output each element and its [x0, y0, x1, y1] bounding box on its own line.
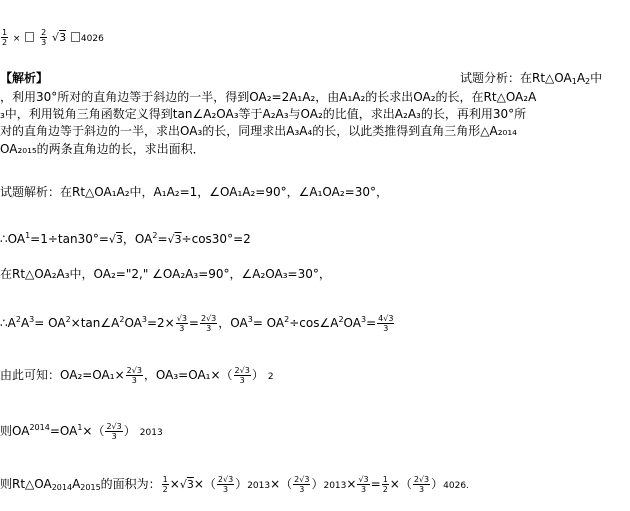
times-sign: × [12, 34, 21, 44]
solution-line-7: 则$Rt\triangle OA_{2014}A_{2015}$的面积为： $\frac{1}{2}$ ×√3×（ $\frac{2√3}{3}$ ）2013×（ $\frac{2√3}{3}$ ）2013× $\frac{√3}{3}$ = $\frac{1}{2}$ ×（ $\frac{2√3}{3}$ ）4026. [0, 475, 469, 494]
solution-line-2: $\therefore OA^1=1\div\tan 30^\circ=√3$，$OA^2=√3\div\cos 30^\circ=2$ [0, 231, 251, 246]
fraction-2sqrt3-over-3: $\frac{2√3}{3}$ [413, 475, 430, 494]
fraction-2sqrt3-over-3: $\frac{2√3}{3}$ [200, 314, 217, 333]
fraction-one-half: $\frac{1}{2}$ [2, 28, 8, 47]
fraction-two-thirds: $\frac{2}{3}$ [41, 28, 47, 47]
solution-line-3: 在Rt△OA₂A₃中，OA₂="2," ∠OA₂A₃=90°，∠A₂OA₃=30°， [0, 267, 331, 281]
fraction-2sqrt3-over-3: $\frac{2√3}{3}$ [294, 475, 310, 494]
missing-glyph-icon [71, 32, 80, 42]
analysis-intro: 试题分析：在$Rt\triangle OA_1A_2$中 [460, 71, 603, 86]
fraction-one-half: $\frac{1}{2}$ [382, 475, 388, 494]
solution-line-6: 则$OA^{2014}=OA^1\times$（ $\frac{2√3}{3}$ ） 2013 [0, 422, 163, 441]
fraction-one-half: $\frac{1}{2}$ [162, 475, 168, 494]
analysis-heading: 【解析】 [0, 71, 49, 85]
analysis-line-4: 对的直角边等于斜边的一半，求出OA₃的长，同理求出A₃A₄的长，以此类推得到直角三角形△A₂₀₁₄ [0, 124, 517, 138]
sqrt-three: √3 [52, 31, 67, 44]
solution-line-4: $\therefore A^2A^3=$ $OA^2\times\tan\angle A^2OA^3=2\times$ $\frac{√3}{3}$ = $\frac{2√3}{3}$ ，$OA^3=$ $OA^2\div\cos\angle A^2OA^3=$ $\frac{4√3}{3}$ [0, 314, 394, 333]
analysis-line-5: OA₂₀₁₅的两条直角边的长，求出面积． [0, 142, 205, 156]
analysis-line-2: ，利用30°所对的直角边等于斜边的一半，得到OA₂=2A₁A₂，由A₁A₂的长求出OA₂的长，在Rt△OA₂A [0, 90, 537, 104]
solution-line-1: 试题解析：在Rt△OA₁A₂中，A₁A₂=1，∠OA₁A₂=90°，∠A₁OA₂=30°， [0, 185, 388, 199]
fraction-4sqrt3-over-3: $\frac{4√3}{3}$ [378, 314, 394, 333]
fraction-2sqrt3-over-3: $\frac{2√3}{3}$ [126, 366, 142, 385]
solution-line-5: 由此可知：OA₂=OA₁× $\frac{2√3}{3}$ ，OA₃=OA₁×（ $\frac{2√3}{3}$ ） 2 [0, 366, 274, 385]
missing-glyph-icon [25, 32, 34, 42]
fraction-2sqrt3-over-3: $\frac{2√3}{3}$ [217, 475, 234, 494]
fraction-2sqrt3-over-3: $\frac{2√3}{3}$ [106, 422, 122, 441]
analysis-heading-line [0, 70, 630, 86]
fraction-sqrt3-over-3: $\frac{√3}{3}$ [358, 475, 369, 494]
fraction-sqrt3-over-3: $\frac{√3}{3}$ [176, 314, 187, 333]
answer-line [0, 28, 104, 47]
answer-exponent: 4026 [80, 34, 104, 44]
fraction-2sqrt3-over-3: $\frac{2√3}{3}$ [234, 366, 250, 385]
analysis-line-3: ₃中，利用锐角三角函数定义得到tan∠A₂OA₃等于A₂A₃与OA₂的比值，求出A₂A₃的长，再利用30°所 [0, 107, 527, 121]
